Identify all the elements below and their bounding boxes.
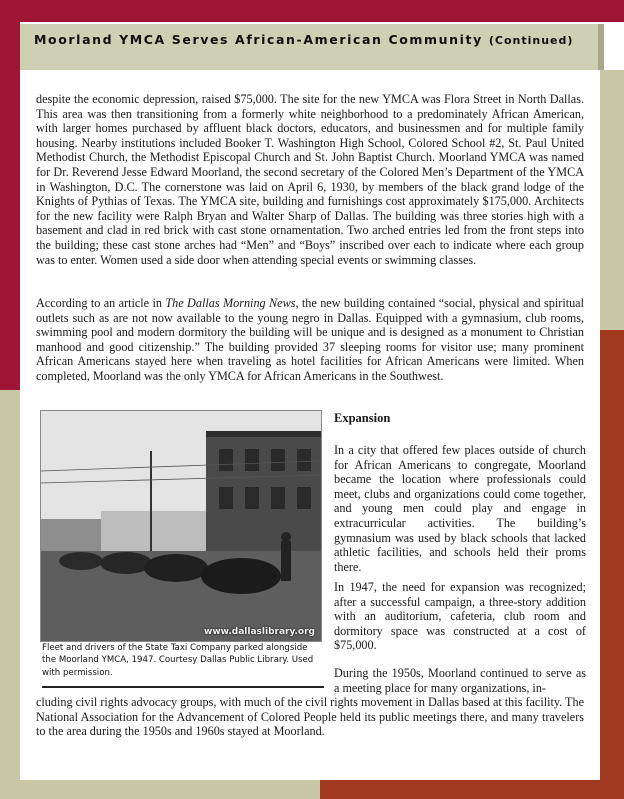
paragraph-site: despite the economic depression, raised $75,000. The site for the new YMCA was Flora Street in North Dallas. This area was then transitioning from a formerly white neighborhood to a predominately African American, with larger homes purchased by affluent black doctors, educators, and businessmen and for multiple family housing. Nearby institutions included Booker T. Washington High School, Colored School #2, St. Paul United Methodist Church, the Methodist Episcopal Church and St. John Baptist Church. Moorland YMCA was named for Dr. Reverend Jesse Edward Moorland, the second secretary of the Colored Men’s Department of the YMCA in Washington, D.C. The cornerstone was laid on April 6, 1930, by members of the black grand lodge of the Knights of Pythias of Texas. The YMCA site, building and furnishings cost approximately $175,000. Architects for the new facility were Ralph Bryan and Walter Sharp of Dallas. The building was three stories high with a basement and clad in red brick with cast stone ornamentation. Two arched entries led from the front steps into the building; these cast stone arches had “Men” and “Boys” inscribed over each to indicate where each group was to enter. Women used a side door when attending special events or swimming classes.	[36, 92, 584, 267]
photo-caption: Fleet and drivers of the State Taxi Company parked alongside the Moorland YMCA, 1947. Courtesy Dallas Public Library. Used with permission.	[42, 643, 314, 678]
page-title-main: Moorland YMCA Serves African-American Community	[34, 32, 483, 47]
para2-intro: According to an article in	[36, 296, 166, 310]
crimson-left-band	[0, 0, 20, 390]
caption-divider	[42, 686, 324, 688]
khaki-right-band	[600, 70, 624, 330]
paragraph-1950s-start: During the 1950s, Moorland continued to serve as a meeting place for many organizations, in-	[334, 666, 586, 695]
rust-right-band	[600, 330, 624, 799]
expansion-heading: Expansion	[334, 411, 391, 425]
photo-watermark: www.dallaslibrary.org	[204, 627, 315, 637]
paragraph-dallas-morning-news	[36, 296, 584, 384]
paragraph-1950s-continued: cluding civil rights advocacy groups, with much of the civil rights movement in Dallas based at this facility. The National Association for the Advancement of Colored People held its public meetings there, and many travelers to the area during the 1950s and 1960s stayed at Moorland.	[36, 695, 584, 739]
article-body	[20, 70, 600, 780]
paragraph-1947-expansion: In 1947, the need for expansion was recognized; after a successful campaign, a three-story addition with an auditorium, cafeteria, club room and dormitory space was constructed at a cost of $75,000.	[334, 580, 586, 653]
khaki-bottom-band	[0, 780, 320, 799]
publication-title: The Dallas Morning News	[165, 296, 296, 310]
historic-photo	[40, 410, 322, 642]
rust-bottom-band	[320, 780, 624, 799]
crimson-top-band	[0, 0, 624, 22]
photo-illustration	[41, 411, 321, 641]
page-title-suffix: (Continued)	[488, 34, 574, 47]
para2-body: , the new building contained “social, physical and spiritual outlets such as are not now available to the young negro in Dallas. Equipped with a gymnasium, club rooms, swimming pool and modern dormitory the building will be unique and is designed as a monument to Christian manhood and good citizenship.” The building provided 37 sleeping rooms for visitor use; many prominent African Americans stayed here when traveling as hotel facilities for African Americans were limited. When completed, Moorland was the only YMCA for African Americans in the Southwest.	[36, 296, 584, 383]
paragraph-congregate: In a city that offered few places outside of church for African Americans to congregate, Moorland became the location where professionals could meet, clubs and organizations could come together, and young men could play and engage in extracurricular activities. The building’s gymnasium was used by black schools that lacked athletic facilities, and schools held their proms there.	[334, 443, 586, 574]
page-title	[34, 32, 573, 47]
page-header	[20, 24, 604, 70]
khaki-left-band	[0, 390, 20, 799]
